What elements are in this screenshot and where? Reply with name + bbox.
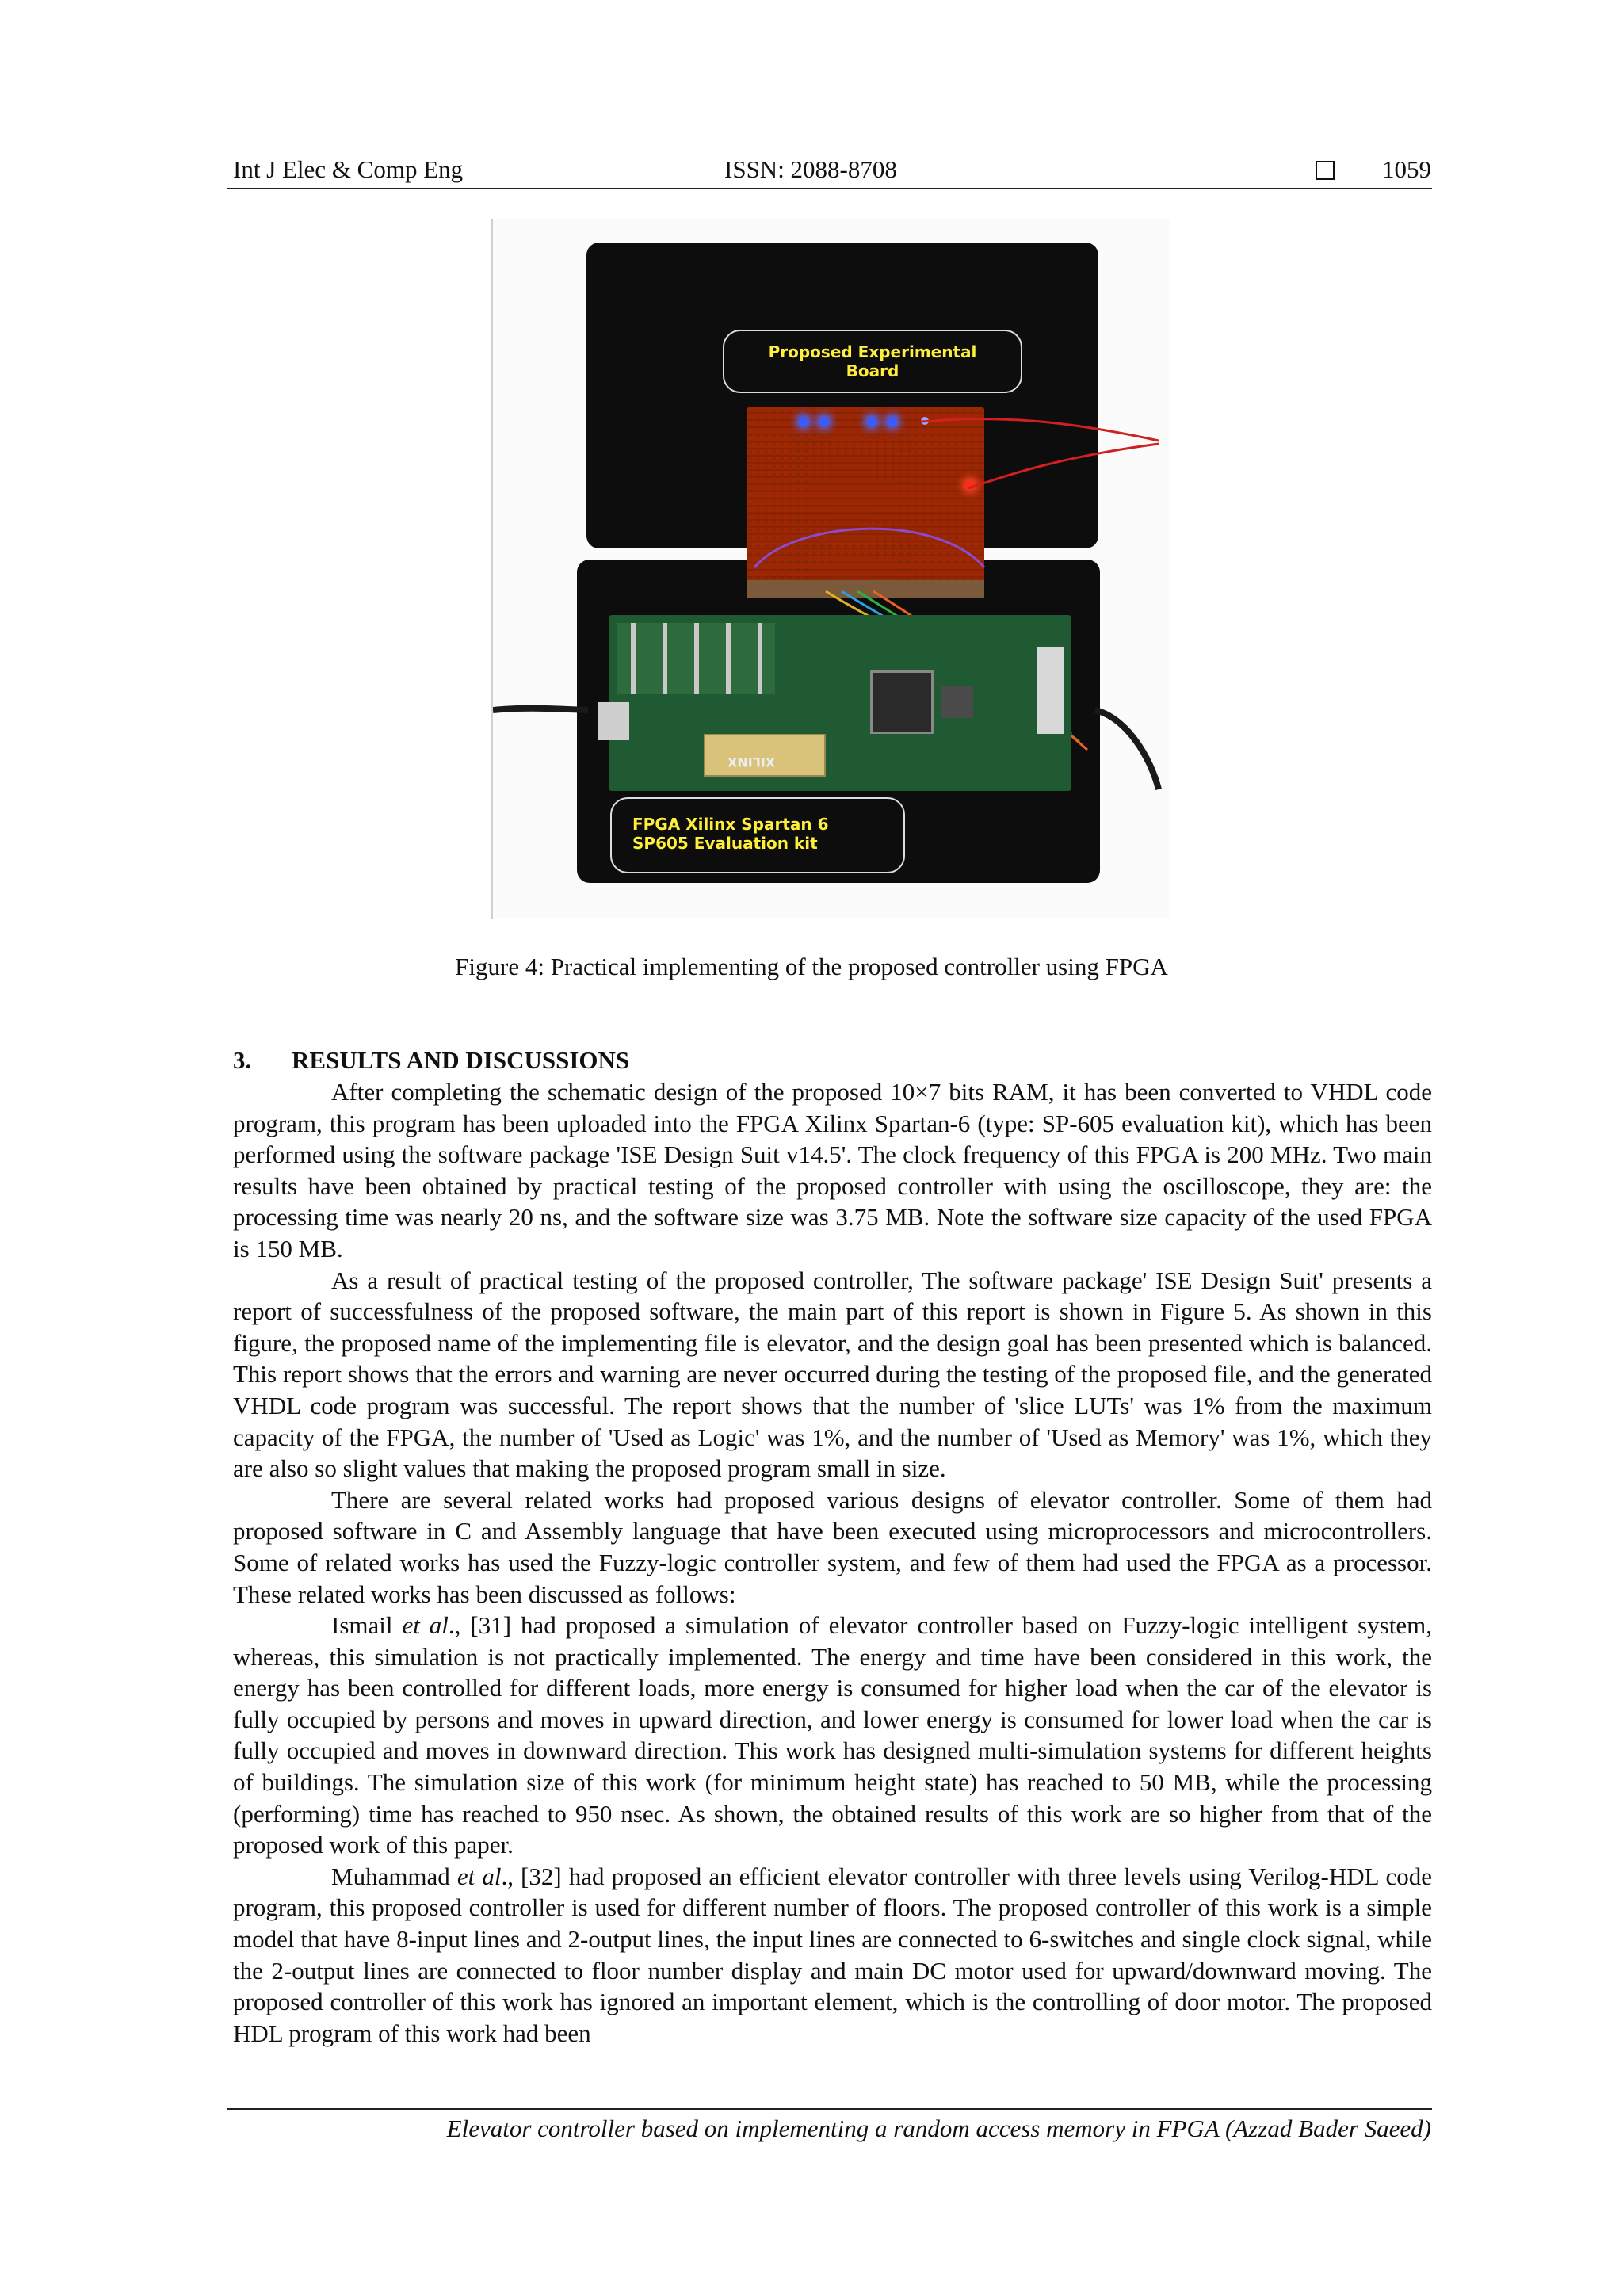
running-footer: Elevator controller based on implementing a random access memory in FPGA (Azzad Bader Saeed) — [446, 2115, 1431, 2142]
et-al: et al — [456, 1862, 502, 1890]
author-ismail: Ismail — [331, 1611, 403, 1640]
callout-bottom-line1: FPGA Xilinx Spartan 6 — [632, 815, 829, 834]
callout-top-line2: Board — [846, 361, 899, 380]
paragraph-1: After completing the schematic design of the proposed 10×7 bits RAM, it has been converted to VHDL code program, this program has been uploaded into the FPGA Xilinx Spartan-6 (type: SP-605 evaluation kit), which has been performed using the software package 'ISE Design Suit v14.5'. The clock frequency of this FPGA is 200 MHz. Two main results have been obtained by practical testing of the proposed controller with using the oscilloscope, they are: the processing time was nearly 20 ns, and the software size was 3.75 MB. Note the software size capacity of the used FPGA is 150 MB. — [233, 1078, 1432, 1263]
paragraph-2: As a result of practical testing of the proposed controller, The software package' ISE Design Suit' presents a report of successfulness of the proposed software, the main part of this report is shown in Figure 5. As shown in this figure, the proposed name of the implementing file is elevator, and the design goal has been presented which is balanced. This report shows that the errors and warning are never occurred during the testing of the proposed file, and the generated VHDL code program was successful. The report shows that the number of 'slice LUTs' was 1% from the maximum capacity of the FPGA, the number of 'Used as Logic' was 1%, and the number of 'Used as Memory' was 1%, which they are also so slight values that making the proposed program small in size. — [233, 1266, 1432, 1483]
running-header-issn: ISSN: 2088-8708 — [724, 155, 897, 183]
paragraph-4-text: ., [31] had proposed a simulation of elevator controller based on Fuzzy-logic intelligent system, whereas, this simulation is not practically implemented. The energy and time have been considered in this work, the energy has been controlled for different loads, more energy is consumed for higher load when the car of the elevator is fully occupied by persons and moves in upward direction, and lower energy is consumed for lower load when the car is fully occupied and moves in downward direction. This work has designed multi-simulation systems for different heights of buildings. The simulation size of this work (for minimum height state) has reached to 50 MB, while the processing (performing) time has reached to 950 nsec. As shown, the obtained results of this work are so higher from that of the proposed work of this paper. — [233, 1611, 1432, 1859]
xilinx-chip-label: XILINX — [727, 755, 776, 770]
section-heading — [233, 1045, 629, 1076]
wire-red — [921, 419, 1159, 441]
header-rule — [227, 188, 1432, 189]
footer-rule — [227, 2108, 1432, 2110]
section-title: RESULTS AND DISCUSSIONS — [292, 1046, 630, 1074]
section-number: 3. — [233, 1046, 252, 1074]
paragraph-5 — [233, 1861, 1432, 2050]
running-header-journal: Int J Elec & Comp Eng — [233, 155, 464, 183]
callout-bottom-line2: SP605 Evaluation kit — [632, 834, 818, 853]
cable-left — [493, 709, 588, 710]
paragraph-5-text: ., [32] had proposed an efficient elevator controller with three levels using Verilog-HDL code program, this proposed controller is used for different number of floors. The proposed controller of this work is a simple model that have 8-input lines and 2-output lines, the input lines are connected to 6-switches and single clock signal, while the 2-output lines are connected to floor number display and main DC motor used for upward/downward moving. The proposed controller of this work has ignored an important element, which is the controlling of door motor. The proposed HDL program of this work had been — [233, 1862, 1432, 2047]
board-components-a — [617, 623, 775, 694]
cable-right — [1095, 710, 1159, 789]
page-number: 1059 — [1382, 155, 1431, 183]
paragraph-3: There are several related works had proposed various designs of elevator controller. Some of them had proposed software in C and Assembly language that have been executed using microprocessors and microcontrollers. Some of related works has used the Fuzzy-logic controller system, and few of them had used the FPGA as a processor. These related works has been discussed as follows: — [233, 1485, 1432, 1608]
box-icon — [1316, 161, 1335, 180]
wire-red-2 — [968, 444, 1159, 488]
callout-fpga-kit — [610, 797, 905, 873]
figure-photo — [491, 219, 1170, 919]
et-al: et al — [402, 1611, 449, 1640]
body-text — [233, 1076, 1432, 2049]
paragraph-4 — [233, 1610, 1432, 1861]
fpga-chip — [870, 670, 934, 734]
fpga-board — [609, 615, 1071, 791]
callout-top-line1: Proposed Experimental — [768, 342, 977, 361]
wire-purple — [754, 529, 984, 567]
dvi-connector — [1037, 647, 1064, 734]
fpga-chip-2 — [941, 686, 973, 718]
figure-caption: Figure 4: Practical implementing of the proposed controller using FPGA — [455, 953, 1168, 980]
ethernet-jack — [598, 702, 629, 740]
author-muhammad: Muhammad — [331, 1862, 457, 1890]
